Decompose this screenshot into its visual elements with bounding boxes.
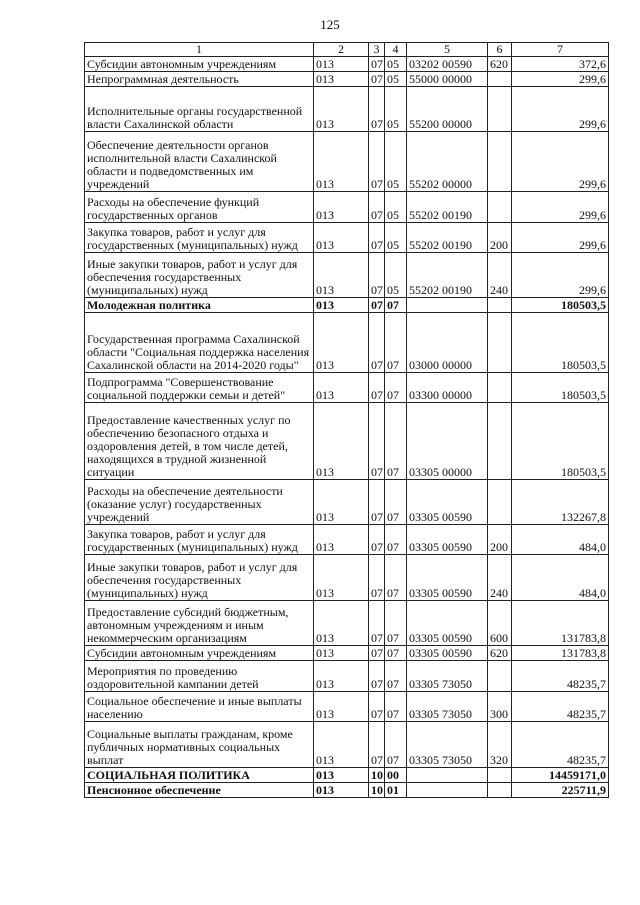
amount-cell: 48235,7 (512, 722, 609, 768)
target-article-cell: 55202 00190 (407, 223, 488, 253)
section-cell: 07 (369, 298, 385, 313)
header-cell: 6 (488, 43, 512, 57)
admin-code-cell: 013 (314, 373, 369, 403)
amount-cell: 484,0 (512, 555, 609, 601)
expense-type-cell: 240 (488, 253, 512, 298)
amount-cell: 299,6 (512, 72, 609, 87)
header-cell: 3 (369, 43, 385, 57)
admin-code-cell: 013 (314, 722, 369, 768)
amount-cell: 180503,5 (512, 373, 609, 403)
admin-code-cell: 013 (314, 601, 369, 646)
section-cell: 07 (369, 555, 385, 601)
target-article-cell: 03305 00590 (407, 480, 488, 525)
subsection-cell: 05 (385, 223, 407, 253)
section-cell: 10 (369, 783, 385, 798)
subsection-cell: 07 (385, 525, 407, 555)
target-article-cell: 55202 00190 (407, 192, 488, 223)
section-cell: 07 (369, 57, 385, 72)
admin-code-cell: 013 (314, 253, 369, 298)
expense-type-cell (488, 313, 512, 373)
amount-cell: 299,6 (512, 192, 609, 223)
section-cell: 07 (369, 480, 385, 525)
row-name-cell: Исполнительные органы государственной власти Сахалинской области (85, 87, 314, 132)
subsection-cell: 05 (385, 57, 407, 72)
admin-code-cell: 013 (314, 480, 369, 525)
amount-cell: 131783,8 (512, 601, 609, 646)
expense-type-cell: 200 (488, 223, 512, 253)
amount-cell: 48235,7 (512, 692, 609, 722)
section-cell: 07 (369, 525, 385, 555)
row-name-cell: Расходы на обеспечение деятельности (оказание услуг) государственных учреждений (85, 480, 314, 525)
expense-type-cell: 300 (488, 692, 512, 722)
subsection-cell: 07 (385, 298, 407, 313)
target-article-cell: 55000 00000 (407, 72, 488, 87)
table-row (85, 783, 609, 798)
header-cell: 1 (85, 43, 314, 57)
admin-code-cell: 013 (314, 555, 369, 601)
admin-code-cell: 013 (314, 57, 369, 72)
row-name-cell: Социальные выплаты гражданам, кроме публичных нормативных социальных выплат (85, 722, 314, 768)
amount-cell: 131783,8 (512, 646, 609, 661)
amount-cell: 484,0 (512, 525, 609, 555)
table-row (85, 646, 609, 661)
row-name-cell: Субсидии автономным учреждениям (85, 57, 314, 72)
amount-cell: 180503,5 (512, 298, 609, 313)
table-row (85, 253, 609, 298)
target-article-cell: 03202 00590 (407, 57, 488, 72)
admin-code-cell: 013 (314, 403, 369, 480)
subsection-cell: 05 (385, 132, 407, 192)
amount-cell: 225711,9 (512, 783, 609, 798)
table-row (85, 72, 609, 87)
target-article-cell: 55202 00000 (407, 132, 488, 192)
section-cell: 07 (369, 646, 385, 661)
target-article-cell: 03305 00000 (407, 403, 488, 480)
section-cell: 07 (369, 692, 385, 722)
section-cell: 07 (369, 253, 385, 298)
section-cell: 10 (369, 768, 385, 783)
subsection-cell: 05 (385, 87, 407, 132)
row-name-cell: Иные закупки товаров, работ и услуг для обеспечения государственных (муниципальных) нужд (85, 555, 314, 601)
table-row (85, 403, 609, 480)
row-name-cell: Непрограммная деятельность (85, 72, 314, 87)
expense-type-cell: 240 (488, 555, 512, 601)
expense-type-cell: 200 (488, 525, 512, 555)
row-name-cell: Субсидии автономным учреждениям (85, 646, 314, 661)
amount-cell: 299,6 (512, 253, 609, 298)
table-row (85, 87, 609, 132)
section-cell: 07 (369, 72, 385, 87)
expense-type-cell: 600 (488, 601, 512, 646)
target-article-cell: 03305 00590 (407, 525, 488, 555)
amount-cell: 180503,5 (512, 313, 609, 373)
subsection-cell: 01 (385, 783, 407, 798)
target-article-cell: 03000 00000 (407, 313, 488, 373)
subsection-cell: 07 (385, 403, 407, 480)
expense-type-cell (488, 480, 512, 525)
table-row (85, 692, 609, 722)
admin-code-cell: 013 (314, 223, 369, 253)
amount-cell: 299,6 (512, 87, 609, 132)
expense-type-cell (488, 768, 512, 783)
section-cell: 07 (369, 223, 385, 253)
subsection-cell: 07 (385, 692, 407, 722)
table-row (85, 132, 609, 192)
admin-code-cell: 013 (314, 132, 369, 192)
amount-cell: 180503,5 (512, 403, 609, 480)
table-row (85, 601, 609, 646)
table-row (85, 192, 609, 223)
target-article-cell: 03305 00590 (407, 601, 488, 646)
subsection-cell: 07 (385, 661, 407, 692)
subsection-cell: 05 (385, 192, 407, 223)
amount-cell: 14459171,0 (512, 768, 609, 783)
row-name-cell: Социальное обеспечение и иные выплаты населению (85, 692, 314, 722)
target-article-cell: 03305 73050 (407, 692, 488, 722)
table-row (85, 373, 609, 403)
row-name-cell: Обеспечение деятельности органов исполнительной власти Сахалинской области и подведомственных им учреждений (85, 132, 314, 192)
subsection-cell: 07 (385, 373, 407, 403)
row-name-cell: Пенсионное обеспечение (85, 783, 314, 798)
target-article-cell (407, 768, 488, 783)
budget-table (84, 42, 609, 798)
section-cell: 07 (369, 722, 385, 768)
admin-code-cell: 013 (314, 525, 369, 555)
table-row (85, 57, 609, 72)
row-name-cell: Закупка товаров, работ и услуг для государственных (муниципальных) нужд (85, 223, 314, 253)
subsection-cell: 05 (385, 72, 407, 87)
row-name-cell: Подпрограмма "Совершенствование социальной поддержки семьи и детей" (85, 373, 314, 403)
section-cell: 07 (369, 403, 385, 480)
amount-cell: 299,6 (512, 132, 609, 192)
row-name-cell: Мероприятия по проведению оздоровительной кампании детей (85, 661, 314, 692)
table-row (85, 555, 609, 601)
section-cell: 07 (369, 192, 385, 223)
admin-code-cell: 013 (314, 646, 369, 661)
section-cell: 07 (369, 313, 385, 373)
row-name-cell: Предоставление субсидий бюджетным, автономным учреждениям и иным некоммерческим организациям (85, 601, 314, 646)
header-cell: 4 (385, 43, 407, 57)
target-article-cell: 03305 00590 (407, 646, 488, 661)
table-row (85, 525, 609, 555)
table-row (85, 768, 609, 783)
target-article-cell (407, 298, 488, 313)
expense-type-cell: 620 (488, 57, 512, 72)
expense-type-cell (488, 298, 512, 313)
header-cell: 7 (512, 43, 609, 57)
target-article-cell: 55200 00000 (407, 87, 488, 132)
section-cell: 07 (369, 373, 385, 403)
section-cell: 07 (369, 601, 385, 646)
target-article-cell: 55202 00190 (407, 253, 488, 298)
admin-code-cell: 013 (314, 661, 369, 692)
admin-code-cell: 013 (314, 313, 369, 373)
section-cell: 07 (369, 132, 385, 192)
admin-code-cell: 013 (314, 298, 369, 313)
table-row (85, 661, 609, 692)
target-article-cell (407, 783, 488, 798)
amount-cell: 132267,8 (512, 480, 609, 525)
table-row (85, 223, 609, 253)
table-row (85, 480, 609, 525)
target-article-cell: 03305 00590 (407, 555, 488, 601)
page-number: 125 (320, 17, 340, 32)
expense-type-cell (488, 661, 512, 692)
expense-type-cell: 320 (488, 722, 512, 768)
expense-type-cell (488, 87, 512, 132)
expense-type-cell (488, 783, 512, 798)
expense-type-cell (488, 403, 512, 480)
admin-code-cell: 013 (314, 72, 369, 87)
section-cell: 07 (369, 87, 385, 132)
header-cell: 5 (407, 43, 488, 57)
expense-type-cell: 620 (488, 646, 512, 661)
admin-code-cell: 013 (314, 87, 369, 132)
table-row (85, 313, 609, 373)
amount-cell: 48235,7 (512, 661, 609, 692)
subsection-cell: 07 (385, 480, 407, 525)
row-name-cell: Иные закупки товаров, работ и услуг для обеспечения государственных (муниципальных) нужд (85, 253, 314, 298)
table-row (85, 298, 609, 313)
header-row (85, 43, 609, 57)
header-cell: 2 (314, 43, 369, 57)
target-article-cell: 03305 73050 (407, 661, 488, 692)
row-name-cell: Государственная программа Сахалинской области "Социальная поддержка населения Сахалинской области на 2014-2020 годы" (85, 313, 314, 373)
section-cell: 07 (369, 661, 385, 692)
row-name-cell: СОЦИАЛЬНАЯ ПОЛИТИКА (85, 768, 314, 783)
table-row (85, 722, 609, 768)
amount-cell: 299,6 (512, 223, 609, 253)
admin-code-cell: 013 (314, 692, 369, 722)
admin-code-cell: 013 (314, 783, 369, 798)
subsection-cell: 07 (385, 722, 407, 768)
amount-cell: 372,6 (512, 57, 609, 72)
subsection-cell: 05 (385, 253, 407, 298)
expense-type-cell (488, 72, 512, 87)
expense-type-cell (488, 132, 512, 192)
subsection-cell: 07 (385, 313, 407, 373)
expense-type-cell (488, 192, 512, 223)
admin-code-cell: 013 (314, 768, 369, 783)
row-name-cell: Расходы на обеспечение функций государственных органов (85, 192, 314, 223)
target-article-cell: 03300 00000 (407, 373, 488, 403)
expense-type-cell (488, 373, 512, 403)
target-article-cell: 03305 73050 (407, 722, 488, 768)
subsection-cell: 07 (385, 555, 407, 601)
subsection-cell: 00 (385, 768, 407, 783)
subsection-cell: 07 (385, 646, 407, 661)
subsection-cell: 07 (385, 601, 407, 646)
admin-code-cell: 013 (314, 192, 369, 223)
row-name-cell: Молодежная политика (85, 298, 314, 313)
row-name-cell: Предоставление качественных услуг по обеспечению безопасного отдыха и оздоровления детей, в том числе детей, находящихся в трудной жизненной ситуации (85, 403, 314, 480)
row-name-cell: Закупка товаров, работ и услуг для государственных (муниципальных) нужд (85, 525, 314, 555)
